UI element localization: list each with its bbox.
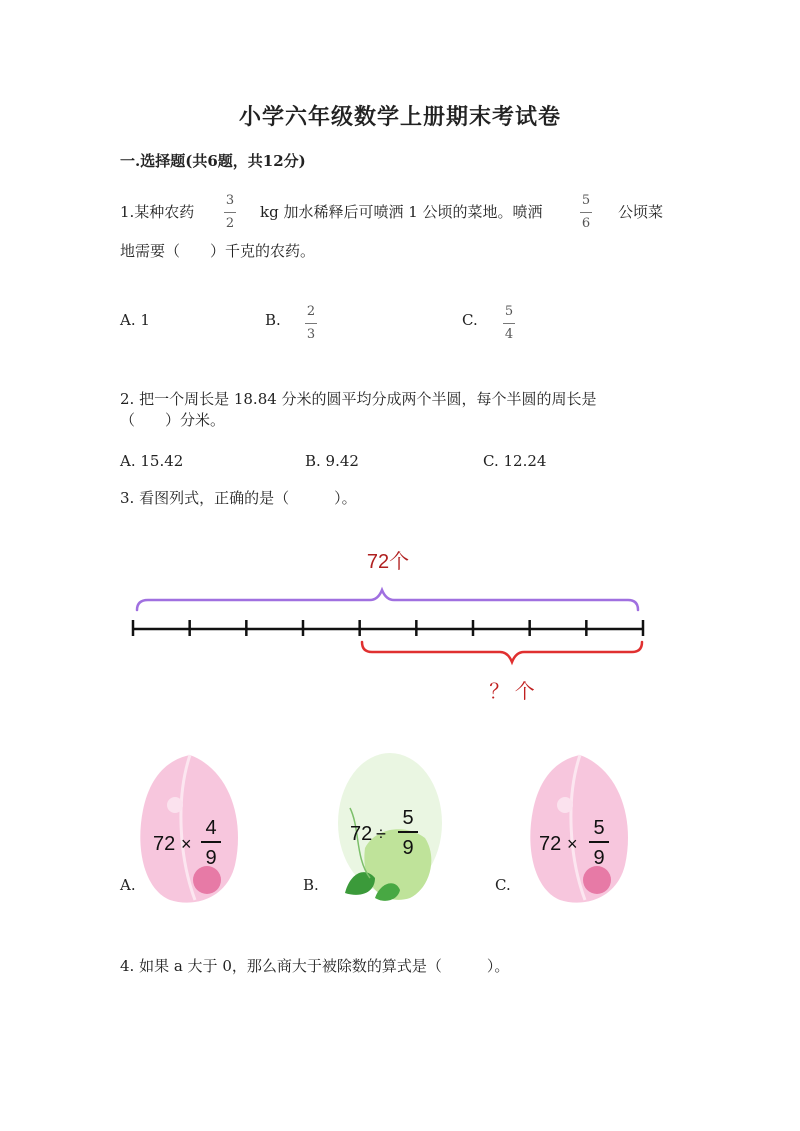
- option-c-denominator: 9: [593, 847, 605, 869]
- q2-text-line2: （ ）分米。: [120, 411, 226, 429]
- fraction-bar: [224, 212, 236, 213]
- q1-text-b: kg 加水稀释后可喷洒 1 公顷的菜地。喷洒: [260, 203, 543, 221]
- q3-option-a-card[interactable]: [135, 750, 245, 910]
- option-a-numerator: 4: [205, 817, 217, 839]
- fraction-denominator: 2: [225, 216, 235, 231]
- q3-option-b-label[interactable]: B.: [303, 876, 319, 894]
- q1-option-a[interactable]: A. 1: [120, 311, 150, 329]
- fraction-bar: [580, 212, 592, 213]
- q1-text-c: 公顷菜: [618, 203, 664, 221]
- number-line: [133, 620, 643, 636]
- q3-option-c-card[interactable]: [525, 750, 635, 910]
- q1-option-b-fraction: [305, 305, 317, 342]
- fraction-bar: [503, 323, 515, 324]
- q1-text-line2: 地需要（ ）千克的农药。: [120, 242, 316, 260]
- diagram-unknown-label: ？ 个: [489, 681, 535, 703]
- option-b-denominator: 9: [402, 837, 414, 859]
- q2-text-line1: 2. 把一个周长是 18.84 分米的圆平均分成两个半圆，每个半圆的周长是: [120, 390, 597, 408]
- fraction-numerator: 5: [581, 193, 591, 208]
- option-c-whole: 72: [539, 833, 562, 855]
- q2-option-c[interactable]: C. 12.24: [483, 452, 547, 470]
- option-c-operator: ×: [567, 834, 578, 854]
- option-a-operator: ×: [181, 834, 192, 854]
- q3-option-b-card[interactable]: [330, 748, 445, 908]
- q2-option-b[interactable]: B. 9.42: [305, 452, 359, 470]
- total-brace: [137, 590, 638, 610]
- fraction-denominator: 4: [504, 327, 514, 342]
- option-b-numerator: 5: [402, 807, 414, 829]
- q4-text: 4. 如果 a 大于 0，那么商大于被除数的算式是（ ）。: [120, 957, 510, 975]
- option-a-denominator: 9: [205, 847, 217, 869]
- q1-option-b-label[interactable]: B.: [265, 311, 281, 329]
- q1-text-a: 1.某种农药: [120, 203, 195, 221]
- q3-option-c-label[interactable]: C.: [495, 876, 511, 894]
- fraction-numerator: 2: [306, 304, 316, 319]
- section-heading: 一.选择题(共6题，共12分): [120, 152, 306, 170]
- q1-fraction-1: [224, 194, 236, 231]
- fraction-numerator: 3: [225, 193, 235, 208]
- fraction-denominator: 3: [306, 327, 316, 342]
- q1-option-c-label[interactable]: C.: [462, 311, 478, 329]
- segment-diagram: [120, 540, 660, 710]
- option-c-numerator: 5: [593, 817, 605, 839]
- diagram-total-label: 72个: [366, 551, 410, 573]
- q1-option-c-fraction: [503, 305, 515, 342]
- q2-option-a[interactable]: A. 15.42: [120, 452, 184, 470]
- unknown-brace: [362, 642, 642, 662]
- option-a-whole: 72: [153, 833, 176, 855]
- page-title: 小学六年级数学上册期末考试卷: [238, 104, 561, 130]
- fraction-numerator: 5: [504, 304, 514, 319]
- option-b-operator: ÷: [376, 824, 386, 844]
- q1-fraction-2: [580, 194, 592, 231]
- q3-text: 3. 看图列式，正确的是（ ）。: [120, 489, 357, 507]
- fraction-bar: [305, 323, 317, 324]
- fraction-denominator: 6: [581, 216, 591, 231]
- option-b-whole: 72: [350, 823, 373, 845]
- q3-option-a-label[interactable]: A.: [120, 876, 136, 894]
